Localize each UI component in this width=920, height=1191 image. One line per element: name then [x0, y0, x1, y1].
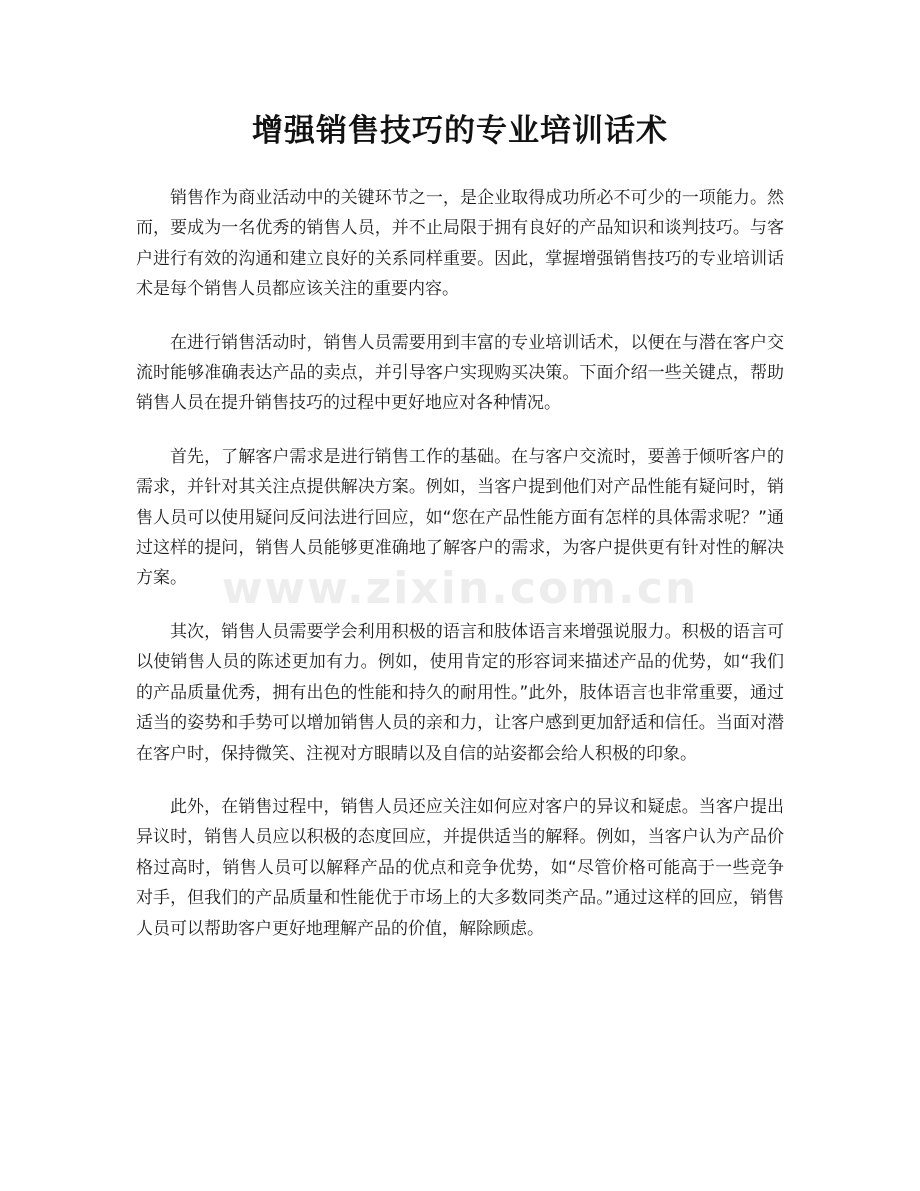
- document-body: [136, 183, 784, 967]
- paragraph-2: 在进行销售活动时，销售人员需要用到丰富的专业培训话术，以便在与潜在客户交流时能够准确表达产品的卖点，并引导客户实现购买决策。下面介绍一些关键点，帮助销售人员在提升销售技巧的过程中更好地应对各种情况。: [136, 332, 784, 414]
- paragraph-5: 此外，在销售过程中，销售人员还应关注如何应对客户的异议和疑虑。当客户提出异议时，销售人员应以积极的态度回应，并提供适当的解释。例如，当客户认为产品价格过高时，销售人员可以解释产品的优点和竞争优势，如“尽管价格可能高于一些竞争对手，但我们的产品质量和性能优于市场上的大多数同类产品。”通过这样的回应，销售人员可以帮助客户更好地理解产品的价值，解除顾虑。: [136, 796, 784, 939]
- paragraph-3: 首先，了解客户需求是进行销售工作的基础。在与客户交流时，要善于倾听客户的需求，并针对其关注点提供解决方案。例如，当客户提到他们对产品性能有疑问时，销售人员可以使用疑问反问法进行回应，如“您在产品性能方面有怎样的具体需求呢？”通过这样的提问，销售人员能够更准确地了解客户的需求，为客户提供更有针对性的解决方案。: [136, 446, 784, 589]
- watermark-logo: www.zixin.com.cn: [221, 563, 699, 614]
- paragraph-1: 销售作为商业活动中的关键环节之一，是企业取得成功所必不可少的一项能力。然而，要成为一名优秀的销售人员，并不止局限于拥有良好的产品知识和谈判技巧。与客户进行有效的沟通和建立良好的关系同样重要。因此，掌握增强销售技巧的专业培训话术是每个销售人员都应该关注的重要内容。: [136, 188, 784, 300]
- paragraph-4: 其次，销售人员需要学会利用积极的语言和肢体语言来增强说服力。积极的语言可以使销售人员的陈述更加有力。例如，使用肯定的形容词来描述产品的优势，如“我们的产品质量优秀，拥有出色的性能和持久的耐用性。”此外，肢体语言也非常重要，通过适当的姿势和手势可以增加销售人员的亲和力，让客户感到更加舒适和信任。当面对潜在客户时，保持微笑、注视对方眼睛以及自信的站姿都会给人积极的印象。: [136, 621, 784, 764]
- document-title: 增强销售技巧的专业培训话术: [252, 113, 668, 149]
